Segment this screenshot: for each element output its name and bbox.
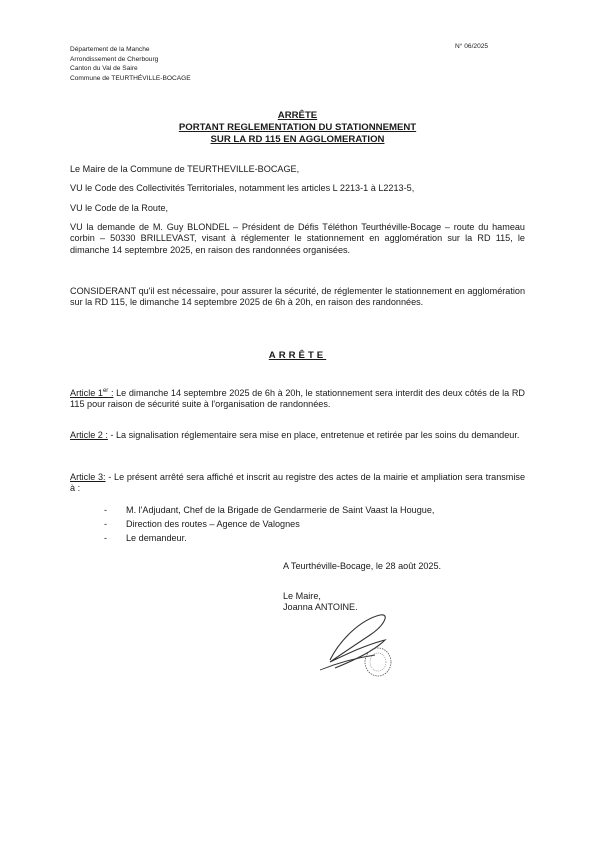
administrative-header (70, 45, 191, 83)
article-1-label-colon: : (108, 388, 114, 399)
article-2-label: Article 2 : (70, 430, 108, 440)
reference-number: N° 06/2025 (455, 43, 489, 50)
title-line: ARRÊTE (277, 110, 318, 121)
title-line: PORTANT REGLEMENTATION DU STATIONNEMENT (178, 122, 417, 133)
preamble-vu-code-collectivites: VU le Code des Collectivités Territoriales, notamment les articles L 2213-1 à L2213-5, (70, 183, 415, 193)
article-1-label-sup: er (102, 388, 109, 394)
list-item: - M. l'Adjudant, Chef de la Brigade de Gendarmerie de Saint Vaast la Hougue, (104, 505, 435, 515)
ampliation-list (104, 503, 434, 546)
preamble-considerant: CONSIDERANT qu'il est nécessaire, pour assurer la sécurité, de réglementer le stationnement en agglomération sur la RD 115, le dimanche 14 septembre 2025 de 6h à 20h, en raison des randonnées. (70, 286, 525, 308)
list-item-text: Le demandeur. (126, 533, 187, 544)
preamble-vu-code-route: VU le Code de la Route, (70, 203, 169, 213)
header-line: Arrondissement de Cherbourg (70, 55, 159, 63)
place-and-date: A Teurthéville-Bocage, le 28 août 2025. (283, 561, 442, 571)
header-line: Département de la Manche (70, 46, 150, 53)
article-3-text: - Le présent arrêté sera affiché et inscrit au registre des actes de la mairie et ampliation sera transmise à : (70, 472, 525, 494)
header-line: Canton du Val de Saire (70, 65, 138, 73)
article-1-label-text: Article 1 (70, 388, 103, 399)
header-line: Commune de TEURTHÉVILLE-BOCAGE (70, 74, 191, 82)
article-2 (70, 430, 525, 441)
handwritten-signature (300, 600, 420, 690)
list-item-text: M. l'Adjudant, Chef de la Brigade de Gendarmerie de Saint Vaast la Hougue, (126, 505, 435, 515)
article-3-label: Article 3: (70, 472, 106, 482)
article-1-text: Le dimanche 14 septembre 2025 de 6h à 20h, le stationnement sera interdit des deux côtés de la RD 115 pour raison de sécurité suite à l'organisation de randonnées. (70, 388, 525, 410)
signatory-role: Le Maire, (283, 591, 321, 601)
article-2-text: - La signalisation réglementaire sera mise en place, entretenue et retirée par les soins du demandeur. (107, 430, 520, 440)
article-1 (70, 386, 525, 411)
signatory-name: Joanna ANTOINE. (283, 602, 358, 613)
arrete-heading: ARRÊTE (268, 350, 327, 361)
title-line: SUR LA RD 115 EN AGGLOMERATION (210, 134, 385, 145)
preamble-maire: Le Maire de la Commune de TEURTHEVILLE-BOCAGE, (70, 164, 300, 174)
document-title (0, 110, 595, 146)
list-item: - Le demandeur. (104, 533, 187, 544)
list-item: - Direction des routes – Agence de Valognes (104, 519, 300, 530)
article-3 (70, 472, 525, 495)
list-item-text: Direction des routes – Agence de Valognes (126, 519, 300, 530)
preamble-vu-demande: VU la demande de M. Guy BLONDEL – Président de Défis Téléthon Teurthéville-Bocage – route du hameau corbin – 50330 BRILLEVAST, visant à réglementer le stationnement en agglomération sur la RD 115, le dimanche 14 septembre 2025, en raison des randonnées organisées. (70, 222, 525, 255)
article-1-label (70, 388, 113, 398)
